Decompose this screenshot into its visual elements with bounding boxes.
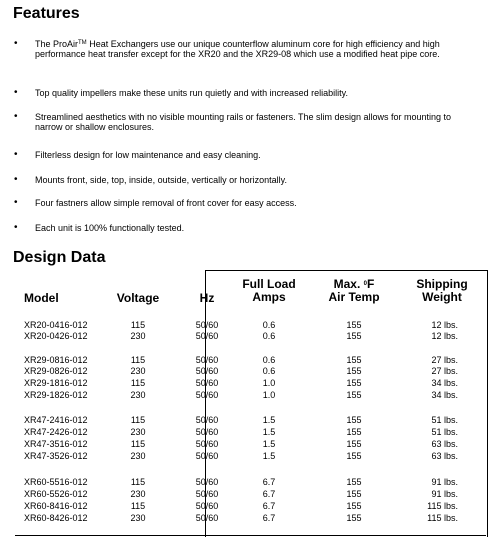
cell-temp: 155	[346, 415, 362, 425]
table-row	[0, 415, 492, 425]
cell-temp: 155	[346, 331, 362, 341]
bullet-icon: •	[14, 197, 18, 208]
cell-hz: 50/60	[195, 331, 219, 341]
cell-temp: 155	[346, 390, 362, 400]
table-row	[0, 331, 492, 341]
feature-text: The ProAir™ Heat Exchangers use our unique counterflow aluminum core for high efficiency and high performance heat transfer except for the XR20 and the XR29-08 which use a modified heat pipe core.	[35, 39, 440, 59]
cell-amps: 6.7	[262, 489, 276, 499]
cell-model: XR47-2426-012	[24, 427, 88, 437]
cell-model: XR29-1816-012	[24, 378, 88, 388]
cell-hz: 50/60	[195, 355, 219, 365]
cell-weight: 63 lbs.	[431, 451, 458, 461]
cell-amps: 6.7	[262, 477, 276, 487]
cell-weight: 12 lbs.	[431, 320, 458, 330]
cell-model: XR60-8426-012	[24, 513, 88, 523]
cell-voltage: 230	[130, 451, 146, 461]
cell-amps: 1.5	[262, 415, 276, 425]
bullet-icon: •	[14, 111, 18, 122]
bullet-icon: •	[14, 222, 18, 233]
cell-hz: 50/60	[195, 451, 219, 461]
cell-model: XR20-0426-012	[24, 331, 88, 341]
cell-weight: 51 lbs.	[431, 415, 458, 425]
cell-weight: 115 lbs.	[427, 513, 458, 523]
features-heading: Features	[13, 5, 80, 22]
cell-amps: 1.5	[262, 427, 276, 437]
table-row	[0, 451, 492, 461]
cell-voltage: 115	[130, 477, 146, 487]
cell-voltage: 115	[130, 378, 146, 388]
feature-text: Mounts front, side, top, inside, outside, vertically or horizontally.	[35, 175, 287, 185]
table-row	[0, 355, 492, 365]
table-row	[0, 320, 492, 330]
cell-voltage: 230	[130, 331, 146, 341]
header-model: Model	[24, 291, 59, 305]
cell-hz: 50/60	[195, 378, 219, 388]
header-weight: Shipping Weight	[416, 277, 468, 304]
cell-hz: 50/60	[195, 366, 219, 376]
cell-hz: 50/60	[195, 477, 219, 487]
cell-hz: 50/60	[195, 513, 219, 523]
cell-temp: 155	[346, 477, 362, 487]
cell-amps: 0.6	[262, 366, 276, 376]
cell-model: XR47-3526-012	[24, 451, 88, 461]
cell-amps: 6.7	[262, 501, 276, 511]
cell-temp: 155	[346, 439, 362, 449]
cell-weight: 91 lbs.	[431, 489, 458, 499]
header-temp: Max. $^0$F Air Temp	[328, 277, 380, 304]
cell-hz: 50/60	[195, 501, 219, 511]
cell-voltage: 230	[130, 513, 146, 523]
cell-weight: 34 lbs.	[431, 378, 458, 388]
cell-voltage: 230	[130, 366, 146, 376]
feature-text: Top quality impellers make these units run quietly and with increased reliability.	[35, 88, 348, 98]
cell-hz: 50/60	[195, 415, 219, 425]
cell-model: XR47-2416-012	[24, 415, 88, 425]
design-data-heading: Design Data	[13, 249, 106, 266]
cell-weight: 27 lbs.	[431, 366, 458, 376]
cell-weight: 91 lbs.	[431, 477, 458, 487]
feature-text: Each unit is 100% functionally tested.	[35, 223, 185, 233]
cell-temp: 155	[346, 501, 362, 511]
cell-voltage: 115	[130, 501, 146, 511]
table-row	[0, 501, 492, 511]
cell-voltage: 230	[130, 489, 146, 499]
cell-weight: 63 lbs.	[431, 439, 458, 449]
feature-text: Streamlined aesthetics with no visible mounting rails or fasteners. The slim design allows for mounting to narrow or shallow enclosures.	[35, 112, 452, 132]
cell-model: XR20-0416-012	[24, 320, 88, 330]
table-row	[0, 513, 492, 523]
cell-amps: 1.5	[262, 451, 276, 461]
cell-amps: 0.6	[262, 320, 276, 330]
cell-voltage: 230	[130, 390, 146, 400]
cell-amps: 0.6	[262, 355, 276, 365]
table-row	[0, 390, 492, 400]
cell-amps: 1.0	[262, 378, 276, 388]
bullet-icon: •	[14, 87, 18, 98]
table-row	[0, 439, 492, 449]
cell-hz: 50/60	[195, 390, 219, 400]
cell-voltage: 115	[130, 439, 146, 449]
cell-temp: 155	[346, 378, 362, 388]
bullet-icon: •	[14, 174, 18, 185]
cell-hz: 50/60	[195, 427, 219, 437]
cell-model: XR29-0826-012	[24, 366, 88, 376]
cell-voltage: 230	[130, 427, 146, 437]
bullet-icon: •	[14, 38, 18, 49]
cell-temp: 155	[346, 513, 362, 523]
cell-amps: 1.5	[262, 439, 276, 449]
cell-voltage: 115	[130, 320, 146, 330]
bullet-icon: •	[14, 149, 18, 160]
cell-temp: 155	[346, 366, 362, 376]
cell-temp: 155	[346, 427, 362, 437]
cell-weight: 115 lbs.	[427, 501, 458, 511]
table-row	[0, 427, 492, 437]
header-amps: Full Load Amps	[242, 277, 296, 304]
cell-temp: 155	[346, 320, 362, 330]
cell-voltage: 115	[130, 355, 146, 365]
cell-model: XR60-5526-012	[24, 489, 88, 499]
header-hz: Hz	[199, 291, 215, 305]
table-row	[0, 366, 492, 376]
table-row	[0, 378, 492, 388]
cell-amps: 0.6	[262, 331, 276, 341]
cell-model: XR29-0816-012	[24, 355, 88, 365]
table-bottom-rule	[15, 535, 486, 536]
cell-temp: 155	[346, 355, 362, 365]
cell-model: XR29-1826-012	[24, 390, 88, 400]
cell-weight: 27 lbs.	[431, 355, 458, 365]
cell-weight: 12 lbs.	[431, 331, 458, 341]
cell-weight: 34 lbs.	[431, 390, 458, 400]
cell-amps: 1.0	[262, 390, 276, 400]
cell-model: XR47-3516-012	[24, 439, 88, 449]
header-voltage: Voltage	[116, 291, 160, 305]
cell-model: XR60-5516-012	[24, 477, 88, 487]
cell-weight: 51 lbs.	[431, 427, 458, 437]
cell-hz: 50/60	[195, 439, 219, 449]
cell-amps: 6.7	[262, 513, 276, 523]
cell-temp: 155	[346, 451, 362, 461]
feature-text: Four fastners allow simple removal of front cover for easy access.	[35, 198, 297, 208]
cell-voltage: 115	[130, 415, 146, 425]
cell-model: XR60-8416-012	[24, 501, 88, 511]
table-row	[0, 489, 492, 499]
cell-hz: 50/60	[195, 320, 219, 330]
cell-temp: 155	[346, 489, 362, 499]
cell-hz: 50/60	[195, 489, 219, 499]
table-row	[0, 477, 492, 487]
feature-text: Filterless design for low maintenance and easy cleaning.	[35, 150, 261, 160]
